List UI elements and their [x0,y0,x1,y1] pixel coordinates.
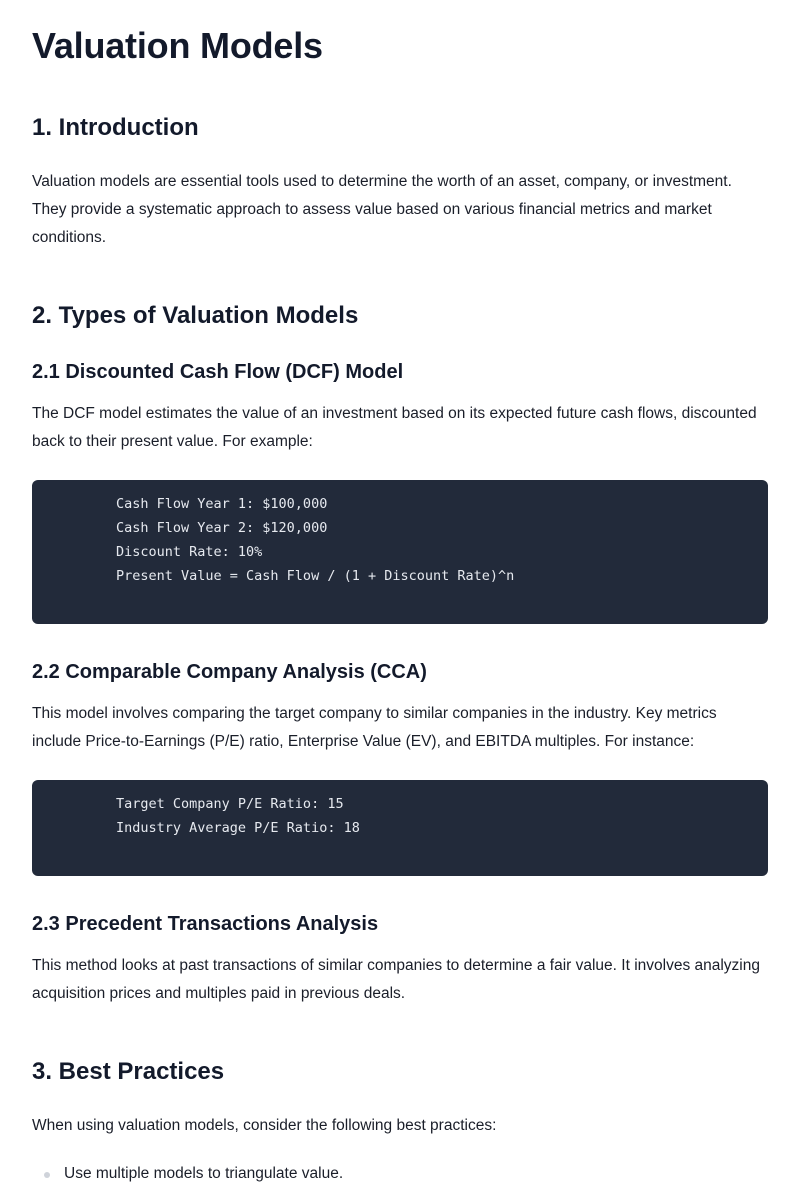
precedent-paragraph: This method looks at past transactions of similar companies to determine a fair value. It involves analyzing acquisition prices and multiples paid in previous deals. [32,957,760,1002]
subsection-heading-dcf: 2.1 Discounted Cash Flow (DCF) Model [32,361,404,383]
list-item-text: Use multiple models to triangulate value. [64,1165,344,1182]
best-practices-paragraph: When using valuation models, consider the following best practices: [32,1117,497,1134]
section-heading-introduction: 1. Introduction [32,114,199,141]
cca-paragraph: This model involves comparing the target company to similar companies in the industry. Key metrics include Price-to-Earnings (P/E) ratio, Enterprise Value (EV), and EBITDA multiples. For instance: [32,705,717,750]
code-line: Cash Flow Year 2: $120,000 [116,520,328,536]
code-line: Discount Rate: 10% [116,544,263,560]
page-title: Valuation Models [32,25,323,66]
code-line: Present Value = Cash Flow / (1 + Discount Rate)^n [116,568,515,584]
code-line: Target Company P/E Ratio: 15 [116,796,344,812]
dcf-code-block [32,480,768,624]
best-practices-list [32,1160,343,1188]
subsection-heading-cca: 2.2 Comparable Company Analysis (CCA) [32,661,427,683]
dcf-paragraph: The DCF model estimates the value of an investment based on its expected future cash flows, discounted back to their present value. For example: [32,405,757,450]
subsection-heading-precedent: 2.3 Precedent Transactions Analysis [32,913,379,935]
code-line: Cash Flow Year 1: $100,000 [116,496,328,512]
introduction-paragraph: Valuation models are essential tools used to determine the worth of an asset, company, or investment. They provide a systematic approach to assess value based on various financial metrics and market conditions. [32,173,732,246]
list-item [32,1160,343,1188]
section-heading-types: 2. Types of Valuation Models [32,302,359,329]
section-heading-best-practices: 3. Best Practices [32,1058,225,1085]
cca-code-block [32,780,768,876]
bullet-icon [44,1172,50,1178]
code-line: Industry Average P/E Ratio: 18 [116,820,360,836]
